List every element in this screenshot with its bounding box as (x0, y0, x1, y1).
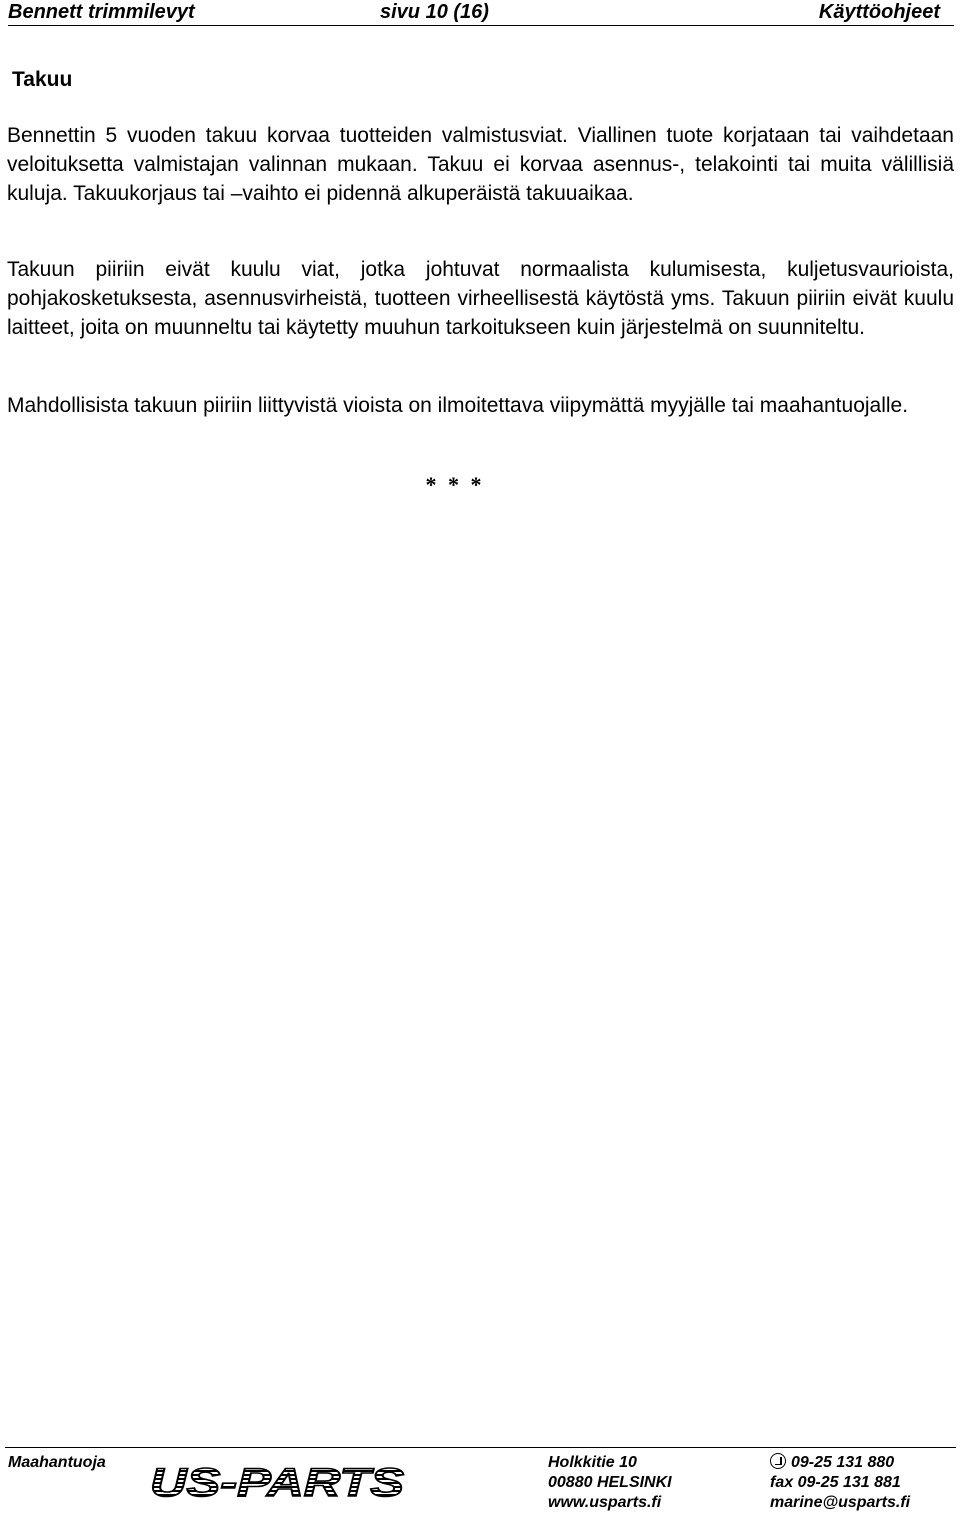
page-footer (0, 1452, 960, 1516)
document-section: Käyttöohjeet (818, 1, 940, 23)
section-title: Takuu (12, 68, 73, 91)
fax-number: fax 09-25 131 881 (770, 1474, 901, 1491)
contact-block (770, 1453, 910, 1513)
page-header (8, 0, 954, 26)
logo-text: US-PARTS (150, 1462, 405, 1502)
phone-icon (770, 1453, 786, 1469)
phone-line (770, 1453, 910, 1473)
phone-number: 09-25 131 880 (791, 1454, 895, 1471)
email-link[interactable]: marine@usparts.fi (770, 1494, 911, 1511)
address-block (548, 1453, 672, 1513)
document-title: Bennett trimmilevyt (8, 1, 195, 23)
section-separator: * * * (425, 472, 485, 497)
address-city: 00880 HELSINKI (548, 1474, 672, 1491)
page-number: sivu 10 (16) (380, 1, 489, 23)
address-street: Holkkitie 10 (548, 1454, 637, 1471)
paragraph-warranty: Bennettin 5 vuoden takuu korvaa tuotteiden valmistusviat. Viallinen tuote korjataan tai vaihdetaan veloituksetta valmistajan valinnan mukaan. Takuu ei korvaa asennus-, telakointi tai muita välillisiä kuluja. Takuukorjaus tai –vaihto ei pidennä alkuperäistä takuuaikaa. (7, 124, 954, 205)
importer-label: Maahantuoja (8, 1454, 106, 1471)
website-link[interactable]: www.usparts.fi (548, 1494, 662, 1511)
paragraph-exclusions: Takuun piiriin eivät kuulu viat, jotka johtuvat normaalista kulumisesta, kuljetusvaurioista, pohjakosketuksesta, asennusvirheistä, tuotteen virheellisestä käytöstä yms. Takuun piiriin eivät kuulu laitteet, joita on muunneltu tai käytetty muuhun tarkoitukseen kuin järjestelmä on suunniteltu. (7, 258, 954, 339)
footer-divider (5, 1447, 956, 1448)
us-parts-logo (146, 1462, 408, 1502)
paragraph-reporting: Mahdollisista takuun piiriin liittyvistä vioista on ilmoitettava viipymättä myyjälle tai maahantuojalle. (7, 394, 909, 417)
